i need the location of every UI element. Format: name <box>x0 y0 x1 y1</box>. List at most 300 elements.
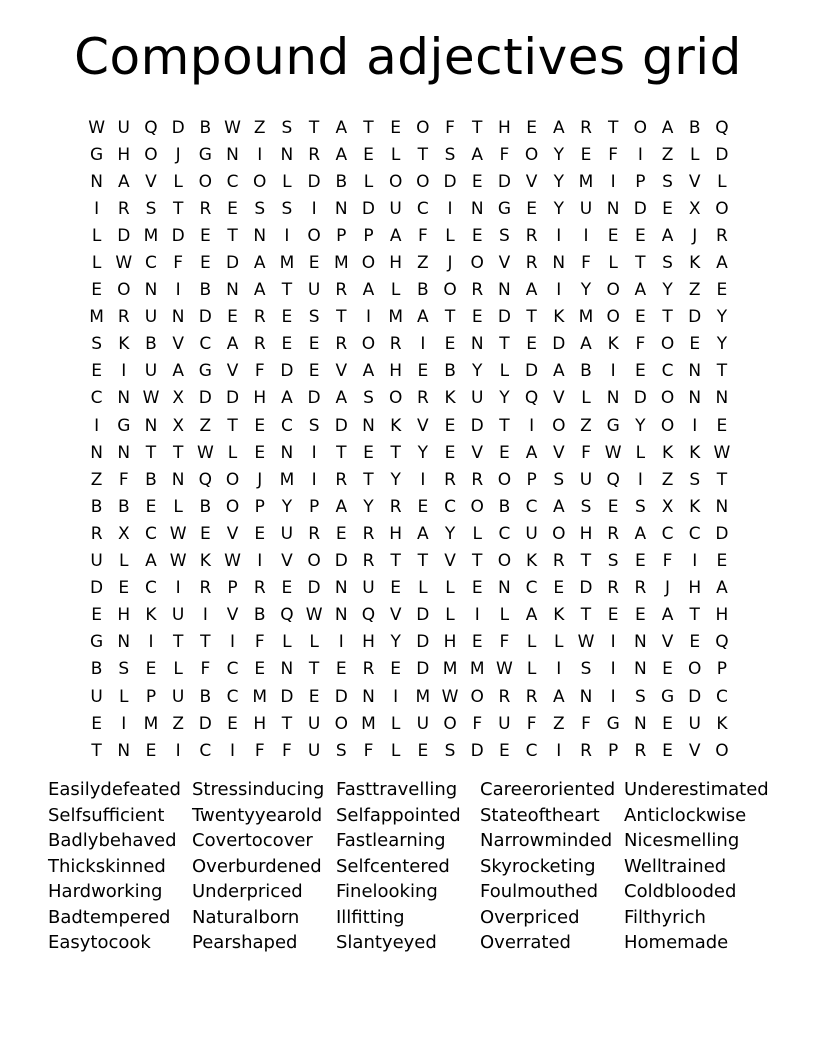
grid-letter[interactable]: N <box>606 198 620 219</box>
grid-letter[interactable]: N <box>117 740 131 761</box>
grid-letter[interactable]: M <box>333 253 349 274</box>
grid-letter[interactable]: F <box>282 740 292 761</box>
grid-letter[interactable]: L <box>282 171 292 192</box>
grid-letter[interactable]: D <box>198 388 212 409</box>
grid-letter[interactable]: A <box>471 144 484 165</box>
grid-letter[interactable]: O <box>660 388 675 409</box>
grid-letter[interactable]: A <box>253 253 266 274</box>
grid-letter[interactable]: S <box>662 253 673 274</box>
grid-letter[interactable]: E <box>634 361 646 382</box>
grid-letter[interactable]: F <box>581 442 591 463</box>
grid-letter[interactable]: T <box>716 361 728 382</box>
grid-letter[interactable]: I <box>420 469 426 490</box>
grid-letter[interactable]: P <box>254 496 265 517</box>
grid-letter[interactable]: A <box>335 117 348 138</box>
grid-letter[interactable]: R <box>362 523 375 544</box>
grid-letter[interactable]: C <box>226 686 239 707</box>
grid-letter[interactable]: G <box>90 144 104 165</box>
grid-letter[interactable]: B <box>253 605 266 626</box>
grid-letter[interactable]: N <box>253 225 267 246</box>
grid-letter[interactable]: L <box>390 144 401 165</box>
grid-letter[interactable]: I <box>94 198 100 219</box>
grid-letter[interactable]: E <box>145 659 157 680</box>
grid-letter[interactable]: U <box>144 361 158 382</box>
grid-letter[interactable]: V <box>226 605 239 626</box>
grid-letter[interactable]: U <box>498 713 511 734</box>
grid-letter[interactable]: P <box>526 469 537 490</box>
grid-letter[interactable]: Y <box>444 523 456 544</box>
grid-letter[interactable]: E <box>634 225 646 246</box>
grid-letter[interactable]: E <box>417 361 429 382</box>
grid-letter[interactable]: F <box>363 740 374 761</box>
grid-letter[interactable]: Q <box>606 469 620 490</box>
grid-letter[interactable]: Z <box>199 415 212 436</box>
grid-letter[interactable]: B <box>417 280 429 301</box>
grid-letter[interactable]: I <box>311 442 317 463</box>
grid-letter[interactable]: R <box>253 334 266 355</box>
grid-letter[interactable]: L <box>91 253 102 274</box>
grid-letter[interactable]: A <box>634 280 647 301</box>
grid-letter[interactable]: P <box>145 686 157 707</box>
grid-letter[interactable]: A <box>226 334 239 355</box>
grid-letter[interactable]: T <box>172 632 184 653</box>
grid-letter[interactable]: Z <box>661 144 674 165</box>
grid-letter[interactable]: E <box>227 307 238 328</box>
grid-letter[interactable]: B <box>117 496 130 517</box>
grid-letter[interactable]: R <box>362 551 375 572</box>
grid-letter[interactable]: R <box>335 469 348 490</box>
grid-letter[interactable]: T <box>662 307 673 328</box>
grid-letter[interactable]: E <box>390 659 402 680</box>
grid-letter[interactable]: D <box>688 686 702 707</box>
grid-letter[interactable]: M <box>442 659 458 680</box>
grid-letter[interactable]: Y <box>417 442 429 463</box>
grid-letter[interactable]: L <box>227 442 238 463</box>
grid-letter[interactable]: A <box>552 496 565 517</box>
grid-letter[interactable]: U <box>144 307 158 328</box>
grid-letter[interactable]: H <box>389 253 403 274</box>
grid-letter[interactable]: E <box>199 253 211 274</box>
grid-letter[interactable]: N <box>579 686 593 707</box>
grid-letter[interactable]: B <box>199 496 212 517</box>
grid-letter[interactable]: Q <box>198 469 213 490</box>
grid-letter[interactable]: O <box>416 171 430 192</box>
grid-letter[interactable]: H <box>362 632 375 653</box>
grid-letter[interactable]: J <box>692 225 698 246</box>
grid-letter[interactable]: L <box>635 442 646 463</box>
grid-letter[interactable]: Y <box>635 415 646 436</box>
grid-letter[interactable]: I <box>692 415 698 436</box>
grid-letter[interactable]: I <box>556 280 562 301</box>
grid-letter[interactable]: G <box>198 361 212 382</box>
grid-letter[interactable]: L <box>445 605 455 626</box>
grid-letter[interactable]: E <box>254 523 266 544</box>
grid-letter[interactable]: L <box>499 605 510 626</box>
grid-letter[interactable]: C <box>525 740 538 761</box>
grid-letter[interactable]: I <box>529 415 535 436</box>
grid-letter[interactable]: S <box>308 307 320 328</box>
grid-letter[interactable]: T <box>390 442 401 463</box>
grid-letter[interactable]: Y <box>499 388 510 409</box>
grid-letter[interactable]: Z <box>552 713 565 734</box>
grid-letter[interactable]: E <box>689 632 701 653</box>
grid-letter[interactable]: I <box>474 605 480 626</box>
grid-letter[interactable]: E <box>607 225 619 246</box>
grid-letter[interactable]: R <box>335 334 348 355</box>
grid-letter[interactable]: T <box>281 280 293 301</box>
grid-letter[interactable]: S <box>308 415 320 436</box>
grid-letter[interactable]: K <box>607 334 619 355</box>
grid-letter[interactable]: I <box>637 144 643 165</box>
grid-letter[interactable]: N <box>90 442 103 463</box>
grid-letter[interactable]: L <box>173 496 183 517</box>
grid-letter[interactable]: F <box>499 144 510 165</box>
grid-letter[interactable]: S <box>444 740 456 761</box>
grid-letter[interactable]: V <box>688 171 701 192</box>
grid-letter[interactable]: F <box>200 659 211 680</box>
grid-letter[interactable]: C <box>145 578 157 599</box>
grid-letter[interactable]: T <box>363 469 374 490</box>
grid-letter[interactable]: A <box>253 280 266 301</box>
grid-letter[interactable]: K <box>145 605 157 626</box>
grid-letter[interactable]: T <box>607 117 619 138</box>
grid-letter[interactable]: E <box>335 523 347 544</box>
grid-letter[interactable]: N <box>226 280 239 301</box>
grid-letter[interactable]: E <box>417 740 429 761</box>
grid-letter[interactable]: C <box>280 415 293 436</box>
grid-letter[interactable]: Y <box>553 144 564 165</box>
grid-letter[interactable]: C <box>226 171 239 192</box>
grid-letter[interactable]: I <box>284 225 290 246</box>
grid-letter[interactable]: Z <box>580 415 592 436</box>
grid-letter[interactable]: V <box>335 361 348 382</box>
grid-letter[interactable]: E <box>308 253 320 274</box>
grid-letter[interactable]: R <box>607 523 620 544</box>
grid-letter[interactable]: X <box>172 415 184 436</box>
grid-letter[interactable]: A <box>661 225 674 246</box>
grid-letter[interactable]: A <box>281 388 293 409</box>
grid-letter[interactable]: L <box>173 171 183 192</box>
grid-letter[interactable]: M <box>279 469 295 490</box>
grid-letter[interactable]: I <box>556 225 562 246</box>
grid-letter[interactable]: W <box>115 253 133 274</box>
grid-letter[interactable]: K <box>661 442 674 463</box>
grid-letter[interactable]: A <box>525 280 538 301</box>
grid-letter[interactable]: Z <box>417 253 429 274</box>
grid-letter[interactable]: R <box>525 686 538 707</box>
grid-letter[interactable]: E <box>363 144 374 165</box>
grid-letter[interactable]: E <box>91 280 102 301</box>
grid-letter[interactable]: F <box>608 144 619 165</box>
grid-letter[interactable]: R <box>389 496 402 517</box>
grid-letter[interactable]: X <box>117 523 130 544</box>
grid-letter[interactable]: C <box>416 198 429 219</box>
grid-letter[interactable]: V <box>226 523 239 544</box>
grid-letter[interactable]: D <box>497 171 511 192</box>
grid-letter[interactable]: B <box>580 361 592 382</box>
grid-letter[interactable]: A <box>580 334 592 355</box>
grid-letter[interactable]: C <box>199 740 212 761</box>
grid-letter[interactable]: N <box>362 686 375 707</box>
grid-letter[interactable]: N <box>280 144 294 165</box>
grid-letter[interactable]: D <box>525 361 539 382</box>
grid-letter[interactable]: W <box>142 388 160 409</box>
grid-letter[interactable]: T <box>172 198 184 219</box>
grid-letter[interactable]: M <box>415 686 431 707</box>
grid-letter[interactable]: T <box>716 469 728 490</box>
grid-letter[interactable]: M <box>578 307 594 328</box>
grid-letter[interactable]: N <box>362 415 375 436</box>
grid-letter[interactable]: L <box>554 632 564 653</box>
grid-letter[interactable]: E <box>634 605 646 626</box>
grid-letter[interactable]: V <box>471 442 484 463</box>
grid-letter[interactable]: U <box>171 686 185 707</box>
grid-letter[interactable]: C <box>525 496 538 517</box>
grid-letter[interactable]: E <box>471 171 483 192</box>
grid-letter[interactable]: S <box>662 171 673 192</box>
grid-letter[interactable]: R <box>607 578 620 599</box>
grid-letter[interactable]: O <box>307 225 321 246</box>
grid-letter[interactable]: Q <box>715 632 729 653</box>
grid-letter[interactable]: T <box>336 307 347 328</box>
grid-letter[interactable]: B <box>444 361 456 382</box>
grid-letter[interactable]: O <box>198 171 213 192</box>
grid-letter[interactable]: A <box>661 117 674 138</box>
grid-letter[interactable]: S <box>335 740 347 761</box>
grid-letter[interactable]: W <box>577 632 595 653</box>
grid-letter[interactable]: I <box>447 198 453 219</box>
grid-letter[interactable]: N <box>90 171 103 192</box>
grid-letter[interactable]: L <box>581 388 591 409</box>
grid-letter[interactable]: I <box>556 659 562 680</box>
grid-letter[interactable]: R <box>552 551 565 572</box>
grid-letter[interactable]: T <box>227 415 238 436</box>
grid-letter[interactable]: S <box>281 117 293 138</box>
grid-letter[interactable]: B <box>90 659 103 680</box>
grid-letter[interactable]: L <box>390 713 401 734</box>
grid-letter[interactable]: F <box>635 334 646 355</box>
grid-letter[interactable]: M <box>143 713 159 734</box>
grid-letter[interactable]: L <box>282 632 292 653</box>
grid-letter[interactable]: L <box>91 225 102 246</box>
grid-letter[interactable]: I <box>583 225 589 246</box>
grid-letter[interactable]: E <box>553 578 565 599</box>
grid-letter[interactable]: U <box>307 280 321 301</box>
grid-letter[interactable]: J <box>447 253 453 274</box>
grid-letter[interactable]: E <box>471 578 483 599</box>
grid-letter[interactable]: U <box>117 117 130 138</box>
grid-letter[interactable]: R <box>525 253 538 274</box>
grid-letter[interactable]: F <box>254 740 265 761</box>
grid-letter[interactable]: D <box>579 578 593 599</box>
grid-letter[interactable]: D <box>715 144 729 165</box>
grid-letter[interactable]: N <box>470 198 484 219</box>
grid-letter[interactable]: R <box>90 523 103 544</box>
grid-letter[interactable]: O <box>552 415 566 436</box>
grid-letter[interactable]: I <box>692 551 698 572</box>
grid-letter[interactable]: R <box>634 578 647 599</box>
grid-letter[interactable]: O <box>470 686 484 707</box>
grid-letter[interactable]: D <box>117 225 131 246</box>
grid-letter[interactable]: F <box>254 361 265 382</box>
grid-letter[interactable]: D <box>633 388 647 409</box>
grid-letter[interactable]: S <box>145 198 157 219</box>
grid-letter[interactable]: T <box>472 551 483 572</box>
grid-letter[interactable]: R <box>308 144 320 165</box>
grid-letter[interactable]: E <box>689 334 701 355</box>
grid-letter[interactable]: E <box>499 740 510 761</box>
grid-letter[interactable]: O <box>497 469 512 490</box>
grid-letter[interactable]: L <box>608 253 618 274</box>
grid-letter[interactable]: S <box>499 225 510 246</box>
grid-letter[interactable]: O <box>225 496 240 517</box>
grid-letter[interactable]: H <box>253 713 267 734</box>
grid-letter[interactable]: A <box>552 361 565 382</box>
grid-letter[interactable]: I <box>637 469 643 490</box>
grid-letter[interactable]: M <box>361 713 376 734</box>
grid-letter[interactable]: K <box>716 713 728 734</box>
grid-letter[interactable]: O <box>225 469 240 490</box>
grid-letter[interactable]: N <box>470 334 484 355</box>
grid-letter[interactable]: M <box>143 225 159 246</box>
grid-letter[interactable]: I <box>94 415 100 436</box>
grid-letter[interactable]: O <box>470 253 484 274</box>
grid-letter[interactable]: R <box>444 469 456 490</box>
grid-letter[interactable]: E <box>662 659 673 680</box>
grid-letter[interactable]: O <box>117 280 131 301</box>
grid-letter[interactable]: I <box>257 144 263 165</box>
grid-letter[interactable]: N <box>334 605 348 626</box>
grid-letter[interactable]: A <box>362 361 375 382</box>
grid-letter[interactable]: W <box>224 117 241 138</box>
grid-letter[interactable]: V <box>661 632 674 653</box>
grid-letter[interactable]: W <box>169 523 187 544</box>
grid-letter[interactable]: V <box>552 388 565 409</box>
grid-letter[interactable]: E <box>716 551 728 572</box>
grid-letter[interactable]: H <box>117 144 131 165</box>
grid-letter[interactable]: E <box>634 307 646 328</box>
grid-letter[interactable]: I <box>311 469 317 490</box>
grid-letter[interactable]: E <box>580 144 592 165</box>
grid-letter[interactable]: H <box>389 523 403 544</box>
grid-letter[interactable]: D <box>225 388 240 409</box>
grid-letter[interactable]: I <box>365 307 371 328</box>
grid-letter[interactable]: D <box>307 171 321 192</box>
grid-letter[interactable]: O <box>715 740 729 761</box>
grid-letter[interactable]: T <box>417 144 429 165</box>
grid-letter[interactable]: Z <box>661 469 674 490</box>
grid-letter[interactable]: U <box>171 605 185 626</box>
grid-letter[interactable]: L <box>418 578 428 599</box>
grid-letter[interactable]: D <box>198 307 212 328</box>
grid-letter[interactable]: R <box>362 659 375 680</box>
grid-letter[interactable]: F <box>662 551 673 572</box>
grid-letter[interactable]: I <box>610 171 616 192</box>
grid-letter[interactable]: L <box>445 225 455 246</box>
grid-letter[interactable]: R <box>580 117 592 138</box>
grid-letter[interactable]: W <box>496 659 513 680</box>
grid-letter[interactable]: K <box>199 551 211 572</box>
grid-letter[interactable]: T <box>499 415 510 436</box>
grid-letter[interactable]: D <box>497 307 511 328</box>
grid-letter[interactable]: D <box>361 198 376 219</box>
grid-letter[interactable]: L <box>119 686 129 707</box>
grid-letter[interactable]: L <box>363 171 374 192</box>
grid-letter[interactable]: C <box>525 578 538 599</box>
grid-letter[interactable]: E <box>308 334 320 355</box>
grid-letter[interactable]: Q <box>715 117 729 138</box>
grid-letter[interactable]: P <box>608 740 619 761</box>
grid-letter[interactable]: S <box>580 659 592 680</box>
grid-letter[interactable]: I <box>175 740 181 761</box>
grid-letter[interactable]: A <box>716 578 728 599</box>
grid-letter[interactable]: R <box>716 225 728 246</box>
grid-letter[interactable]: W <box>224 551 241 572</box>
grid-letter[interactable]: S <box>91 334 102 355</box>
grid-letter[interactable]: G <box>497 198 511 219</box>
grid-letter[interactable]: E <box>281 578 293 599</box>
grid-letter[interactable]: O <box>688 659 702 680</box>
grid-letter[interactable]: I <box>175 578 181 599</box>
grid-letter[interactable]: V <box>525 171 538 192</box>
grid-letter[interactable]: P <box>635 171 646 192</box>
grid-letter[interactable]: N <box>117 388 131 409</box>
grid-letter[interactable]: Y <box>363 496 374 517</box>
grid-letter[interactable]: R <box>335 280 348 301</box>
grid-letter[interactable]: U <box>688 713 701 734</box>
grid-letter[interactable]: G <box>90 632 104 653</box>
grid-letter[interactable]: D <box>171 225 185 246</box>
grid-letter[interactable]: E <box>145 496 157 517</box>
grid-letter[interactable]: C <box>90 388 103 409</box>
grid-letter[interactable]: I <box>610 361 616 382</box>
grid-letter[interactable]: E <box>444 442 456 463</box>
grid-letter[interactable]: M <box>252 686 268 707</box>
grid-letter[interactable]: R <box>498 686 511 707</box>
grid-letter[interactable]: Y <box>553 171 564 192</box>
grid-letter[interactable]: E <box>118 578 130 599</box>
grid-letter[interactable]: U <box>90 686 103 707</box>
grid-letter[interactable]: E <box>254 659 266 680</box>
grid-letter[interactable]: O <box>606 280 620 301</box>
grid-letter[interactable]: E <box>526 198 537 219</box>
grid-letter[interactable]: T <box>390 551 401 572</box>
grid-letter[interactable]: M <box>89 307 104 328</box>
grid-letter[interactable]: Y <box>390 469 401 490</box>
grid-letter[interactable]: N <box>715 496 729 517</box>
grid-letter[interactable]: Z <box>688 280 701 301</box>
grid-letter[interactable]: E <box>471 307 483 328</box>
grid-letter[interactable]: N <box>171 307 185 328</box>
grid-letter[interactable]: D <box>171 117 185 138</box>
grid-letter[interactable]: D <box>416 659 430 680</box>
grid-letter[interactable]: V <box>552 442 565 463</box>
grid-letter[interactable]: P <box>363 225 374 246</box>
grid-letter[interactable]: Q <box>524 388 539 409</box>
grid-letter[interactable]: U <box>307 713 321 734</box>
grid-letter[interactable]: S <box>553 469 565 490</box>
grid-letter[interactable]: E <box>390 117 402 138</box>
grid-letter[interactable]: E <box>145 740 157 761</box>
grid-letter[interactable]: D <box>334 686 348 707</box>
grid-letter[interactable]: P <box>716 659 728 680</box>
grid-letter[interactable]: C <box>145 253 157 274</box>
grid-letter[interactable]: X <box>661 496 674 517</box>
grid-letter[interactable]: U <box>579 469 593 490</box>
grid-letter[interactable]: L <box>499 361 510 382</box>
grid-letter[interactable]: E <box>308 686 320 707</box>
grid-letter[interactable]: J <box>175 144 181 165</box>
